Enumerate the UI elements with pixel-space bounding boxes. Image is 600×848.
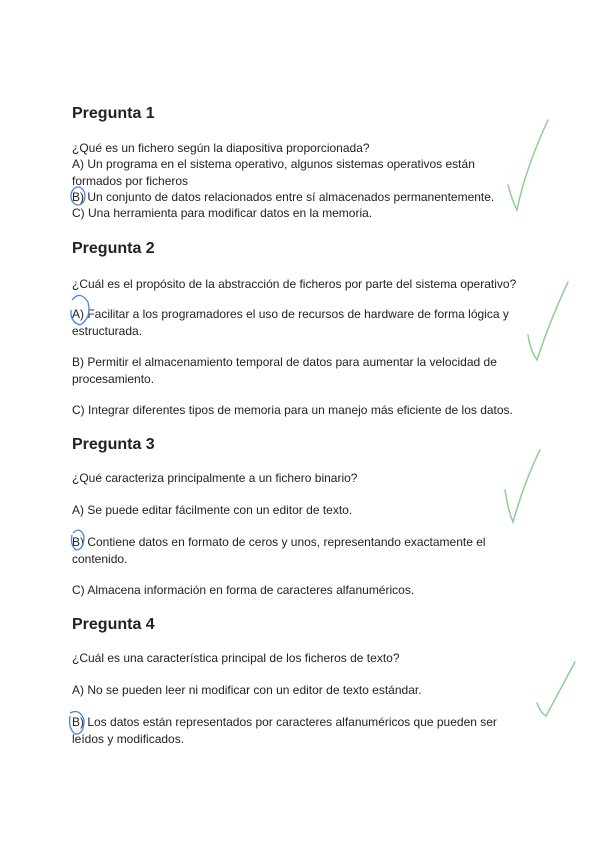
question-1-title: Pregunta 1	[72, 105, 155, 122]
checkmark-icon	[537, 662, 575, 716]
question-1-option-b: B) Un conjunto de datos relacionados entre sí almacenados permanentemente.	[72, 190, 495, 204]
question-1-option-a: A) Un programa en el sistema operativo, algunos sistemas operativos están formados por ficheros	[72, 157, 475, 188]
question-3-title: Pregunta 3	[72, 436, 155, 453]
question-4-title: Pregunta 4	[72, 616, 155, 633]
question-3-option-c: C) Almacena información en forma de caracteres alfanuméricos.	[72, 583, 415, 597]
question-3-option-a: A) Se puede editar fácilmente con un editor de texto.	[72, 503, 353, 517]
question-2-text: ¿Cuál es el propósito de la abstracción de ficheros por parte del sistema operativo?	[72, 277, 517, 291]
question-1-text: ¿Qué es un fichero según la diapositiva proporcionada?	[72, 141, 370, 155]
checkmark-icon	[528, 282, 568, 360]
question-2-option-c: C) Integrar diferentes tipos de memoria para un manejo más eficiente de los datos.	[72, 403, 513, 417]
question-4-text: ¿Cuál es una característica principal de los ficheros de texto?	[72, 651, 400, 665]
question-2-option-a: A) Facilitar a los programadores el uso de recursos de hardware de forma lógica y estructurada.	[72, 307, 509, 338]
question-2-option-b: B) Permitir el almacenamiento temporal de datos para aumentar la velocidad de procesamiento.	[72, 355, 497, 386]
question-1-option-c: C) Una herramienta para modificar datos en la memoria.	[72, 206, 373, 220]
question-4-option-a: A) No se pueden leer ni modificar con un editor de texto estándar.	[72, 683, 422, 697]
question-4-option-b: B) Los datos están representados por caracteres alfanuméricos que pueden ser leídos y modificados.	[72, 715, 497, 746]
question-3-text: ¿Qué caracteriza principalmente a un fichero binario?	[72, 471, 358, 485]
question-3-option-b: B) Contiene datos en formato de ceros y unos, representando exactamente el contenido.	[72, 535, 486, 566]
question-2-title: Pregunta 2	[72, 240, 155, 257]
